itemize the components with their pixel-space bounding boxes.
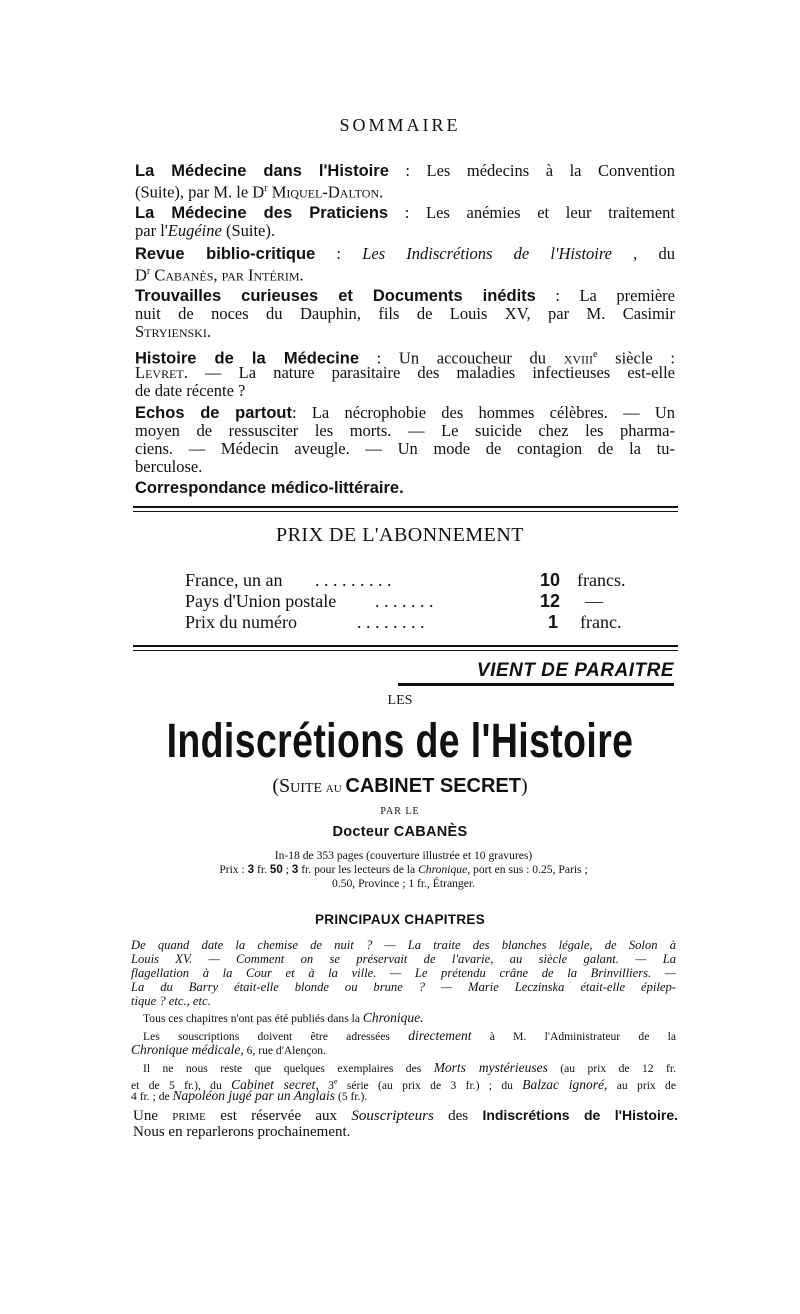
sommaire-item-6-line-2: moyen de ressusciter les morts. — Le suicide chez les pharma- [135, 421, 675, 440]
sommaire-item-3-line-2: $D^r$ Cabanès, par Intérim. [135, 265, 304, 285]
price-row: France, un an . . . . . . . . . 10 francs. [185, 570, 626, 590]
sommaire-item-4-line-2: nuit de noces du Dauphin, fils de Louis XV, par M. Casimir [135, 304, 675, 323]
note-chapitres: Tous ces chapitres n'ont pas été publiés dans la Chronique. [143, 1010, 424, 1025]
chapitre-line: Louis XV. — Comment on se préservait de l'avarie, au siècle galant. — La [131, 952, 676, 966]
chapitres-title: PRINCIPAUX CHAPITRES [314, 912, 486, 927]
author: Docteur CABANÈS [332, 824, 468, 840]
sommaire-title: SOMMAIRE [339, 115, 461, 135]
sommaire-item-7: Correspondance médico-littéraire. [135, 479, 404, 497]
book-details-3: 0.50, Province ; 1 fr., Étranger. [332, 877, 475, 890]
sommaire-item-3-line-1: Revue biblio-critique : Les Indiscrétions de l'Histoire , du [135, 244, 675, 263]
chapitre-line: De quand date la chemise de nuit ? — La traite des blanches légale, de Solon à [131, 938, 676, 952]
sommaire-item-4-line-3: Stryienski. [135, 322, 211, 341]
note-souscriptions-2: Chronique médicale, 6, rue d'Alençon. [131, 1042, 326, 1057]
book-details-2: Prix : 3 fr. 50 ; 3 fr. pour les lecteurs de la Chronique, port en sus : 0.25, Paris ; [219, 863, 588, 876]
note-exemplaires-1: Il ne nous reste que quelques exemplaires des Morts mystérieuses (au prix de 12 fr. [143, 1060, 676, 1075]
sommaire-item-6-line-1: Echos de partout: La nécrophobie des hommes célèbres. — Un [135, 403, 676, 422]
banner-vient-de-paraitre: VIENT DE PARAITRE [476, 660, 674, 681]
par-le: PAR LE [380, 806, 420, 817]
les-label: LES [387, 693, 413, 708]
prime-line-1: Une prime est réservée aux Souscripteurs des Indiscrétions de l'Histoire. [133, 1107, 678, 1124]
sommaire-item-2-line-2: par l'Eugéine (Suite). [135, 221, 275, 240]
price-row: Pays d'Union postale . . . . . . . 12 — [185, 591, 603, 611]
sommaire-item-5-line-2: Levret. — La nature parasitaire des maladies infectieuses est-elle [135, 363, 675, 382]
sommaire-item-1-line-1: La Médecine dans l'Histoire : Les médecins à la Convention [135, 161, 675, 180]
book-subtitle: (Suite au CABINET SECRET) [272, 775, 528, 797]
chapitre-line: La du Barry était-elle blonde ou brune ? — Marie Leczinska était-elle épilep- [131, 980, 676, 994]
divider [133, 645, 678, 647]
sommaire-item-2-line-1: La Médecine des Praticiens : Les anémies et leur traitement [135, 203, 675, 222]
sommaire-item-1-line-2: (Suite), par M. le $D^r$ Miquel-Dalton. [135, 182, 384, 202]
abonnement-title: PRIX DE L'ABONNEMENT [275, 524, 525, 546]
note-souscriptions-1: Les souscriptions doivent être adressées directement à M. l'Administrateur de la [143, 1028, 676, 1043]
banner-underline [398, 683, 674, 686]
book-details-1: In-18 de 353 pages (couverture illustrée et 10 gravures) [274, 849, 533, 862]
chapitre-line: tique ? etc., etc. [131, 994, 211, 1008]
divider [133, 506, 678, 508]
price-row: Prix du numéro . . . . . . . . 1 franc. [185, 612, 622, 632]
sommaire-item-5-line-1: Histoire de la Médecine : Un accoucheur du xviii$^e$ siècle : [135, 348, 675, 368]
note-exemplaires-2: et de 5 fr.), du Cabinet secret, 3e série (au prix de 3 fr.) ; du Balzac ignoré, au prix de [131, 1076, 676, 1092]
note-exemplaires-3: 4 fr. ; de Napoléon jugé par un Anglais (5 fr.). [131, 1088, 368, 1103]
divider [133, 650, 678, 651]
prime-line-2: Nous en reparlerons prochainement. [133, 1124, 351, 1140]
divider [133, 511, 678, 512]
sommaire-item-4-line-1: Trouvailles curieuses et Documents inédits : La première [135, 286, 675, 305]
sommaire-item-6-line-4: berculose. [135, 457, 203, 476]
chapitre-line: flagellation à la Cour et à la ville. — Le prétendu crâne de la Brinvilliers. — [131, 966, 676, 980]
book-title: Indiscrétions de l'Histoire [166, 715, 634, 768]
sommaire-item-5-line-3: de date récente ? [135, 381, 246, 400]
sommaire-item-6-line-3: ciens. — Médecin aveugle. — Un mode de contagion de la tu- [135, 439, 675, 458]
